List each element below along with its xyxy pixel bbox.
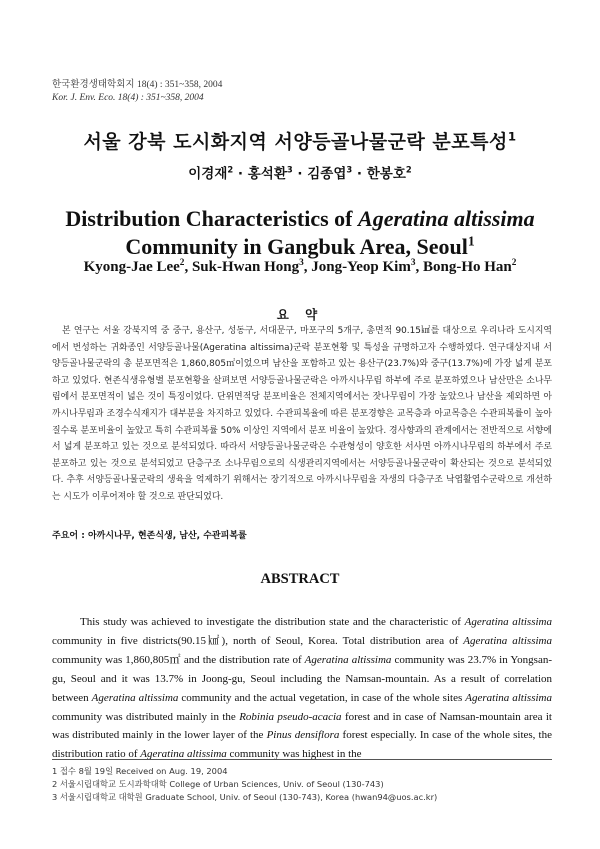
author-en-note: 3 xyxy=(410,258,416,268)
author-en-note: 2 xyxy=(179,258,185,268)
author-en-name: Jong-Yeop Kim xyxy=(311,259,411,275)
title-english-line1 xyxy=(0,205,600,233)
abstract-text-run: community and the actual vegetation, in case of the whole sites xyxy=(178,691,466,704)
keywords-korean: 주요어 : 아까시나무, 현존식생, 남산, 수관피복률 xyxy=(52,531,247,541)
summary-korean-text: 본 연구는 서울 강북지역 중 중구, 용산구, 성동구, 서대문구, 마포구의 5개구, 총면적 90.15㎢를 대상으로 우리나라 도시지역에서 번성하는 귀화종인 서양등골나물(Ageratina altissima)군락 분포현황 및 특성을 규명하고자 수행하였다. 연구대상지내 서양등골나물군락의 총 분포면적은 1,860,805㎡이었으며 남산을 포함하고 있는 용산구(23.7%)와 중구(13.7%)에 가장 넓게 분포하고 있었다. 현존식생유형별 분포현황을 살펴보면 서양등골나물군락은 아까시나무림 하부에 주로 분포하였으나 남산만은 소나무림에서 분포면적이 넓은 것이 특징이었다. 단위면적당 분포비율은 전체지역에서는 잣나무림이 가장 높았으나 남산을 제외하면 아까시나무림과 조경수식재지가 대부분을 차지하고 있었다. 수관피복율에 따른 분포경향은 교목층과 아교목층은 수관피복률이 높아질수록 분포비율이 높았고 특히 수관피복률 50% 이상인 지역에서 분포 비율이 높았다. 경사향과의 관계에서는 전반적으로 서향에서 넓게 분포하고 있는 것으로 분석되었다. 따라서 서양등골나물군락은 수관형성이 양호한 서사면 아까시나무림의 하부에서 주로 분포하고 있는 것으로 분석되었고 단층구조 소나무림으로의 식생관리지역에서는 서양등골나물군락이 확산되는 것으로 분석되었다. 추후 서양등골나물군락의 생육을 억제하기 위해서는 장기적으로 아까시나무림을 자생의 다층구조 낙엽활엽수군락으로 개선하는 시도가 이루어져야 할 것으로 판단되었다. xyxy=(52,326,552,502)
title-korean-text: 서울 강북 도시화지역 서양등골나물군락 분포특성 xyxy=(83,131,508,153)
journal-citation-en: Kor. J. Env. Eco. 18(4) : 351~358, 2004 xyxy=(52,93,204,103)
abstract-text-run: community was 1,860,805㎡ and the distribution rate of xyxy=(52,653,305,666)
abstract-heading: ABSTRACT xyxy=(260,571,340,587)
title-english-footnote-mark: 1 xyxy=(467,233,475,249)
abstract-english xyxy=(52,613,552,764)
title-english-species: Ageratina altissima xyxy=(358,206,535,231)
abstract-text-run: This study was achieved to investigate the distribution state and the characteristic of xyxy=(80,616,465,628)
author-ko-note: 2 xyxy=(405,164,412,175)
species-name: Ageratina altissima xyxy=(140,748,227,761)
summary-heading: 요 약 xyxy=(276,307,324,322)
journal-citation-ko: 한국환경생태학회지 18(4) : 351~358, 2004 xyxy=(52,80,223,90)
title-english-prefix: Distribution Characteristics of xyxy=(65,206,359,231)
authors-english: Kyong-Jae Lee$^2$, Suk-Hwan Hong$^3$, Jong-Yeop Kim$^3$, Bong-Ho Han$^2$ xyxy=(83,258,517,275)
title-english xyxy=(0,205,600,261)
author-en-name: Kyong-Jae Lee xyxy=(83,259,180,275)
species-name: Pinus densiflora xyxy=(266,729,340,742)
abstract-text-run: forest especially. In case of the whole sites, the distribution ratio of xyxy=(52,729,552,761)
author-en-note: 3 xyxy=(299,258,304,268)
author-ko-note: 3 xyxy=(346,164,353,175)
title-korean-footnote-mark: 1 xyxy=(507,129,517,144)
abstract-text-run: community was highest in the xyxy=(226,748,362,761)
author-ko-note: 2 xyxy=(227,164,234,175)
author-ko-name: 한봉호 xyxy=(366,166,406,182)
species-name: Ageratina altissima xyxy=(304,653,392,666)
author-separator: · xyxy=(356,166,363,182)
footnote-divider xyxy=(52,759,552,760)
authors-korean xyxy=(0,162,600,182)
author-en-name: Bong-Ho Han xyxy=(422,259,512,275)
summary-korean xyxy=(52,323,552,506)
abstract-english-text xyxy=(52,613,552,764)
abstract-text-run: forest and in case of Namsan-mountain area it was distributed mainly in the lower layer of the xyxy=(52,710,552,742)
species-name: Ageratina altissima xyxy=(91,691,179,704)
author-ko-note: 3 xyxy=(286,164,293,175)
species-name: Ageratina altissima xyxy=(463,634,552,647)
author-en-note: 2 xyxy=(511,258,517,268)
abstract-text-run: community in five districts(90.15㎢), north of Seoul, Korea. Total distribution area of xyxy=(52,634,464,647)
author-en-name: Suk-Hwan Hong xyxy=(191,259,300,275)
footnote-3: 3 서울시립대학교 대학원 Graduate School, Univ. of Seoul (130-743), Korea (hwan94@uos.ac.kr) xyxy=(52,792,438,802)
title-english-line2 xyxy=(0,233,600,261)
title-korean xyxy=(0,127,600,154)
author-ko-name: 이경재 xyxy=(188,166,228,182)
species-name: Ageratina altissima xyxy=(464,616,552,628)
author-ko-name: 홍석환 xyxy=(247,166,287,182)
abstract-text-run: community was distributed mainly in the xyxy=(52,710,240,723)
footnote-1: 1 접수 8월 19일 Received on Aug. 19, 2004 xyxy=(52,766,228,776)
author-ko-name: 김종엽 xyxy=(307,166,347,182)
species-name: Ageratina altissima xyxy=(465,691,552,704)
footnote-2: 2 서울시립대학교 도시과학대학 College of Urban Sciences, Univ. of Seoul (130-743) xyxy=(52,779,384,789)
title-english-line2-text: Community in Gangbuk Area, Seoul xyxy=(125,234,468,259)
abstract-text-run: community was 23.7% in Yongsan-gu, Seoul and it was 13.7% in Joong-gu, Seoul including the Namsan-mountain. As a result of correlation between xyxy=(52,653,552,704)
author-separator: · xyxy=(237,166,244,182)
species-name: Robinia pseudo-acacia xyxy=(239,710,342,723)
author-separator: · xyxy=(297,166,303,182)
